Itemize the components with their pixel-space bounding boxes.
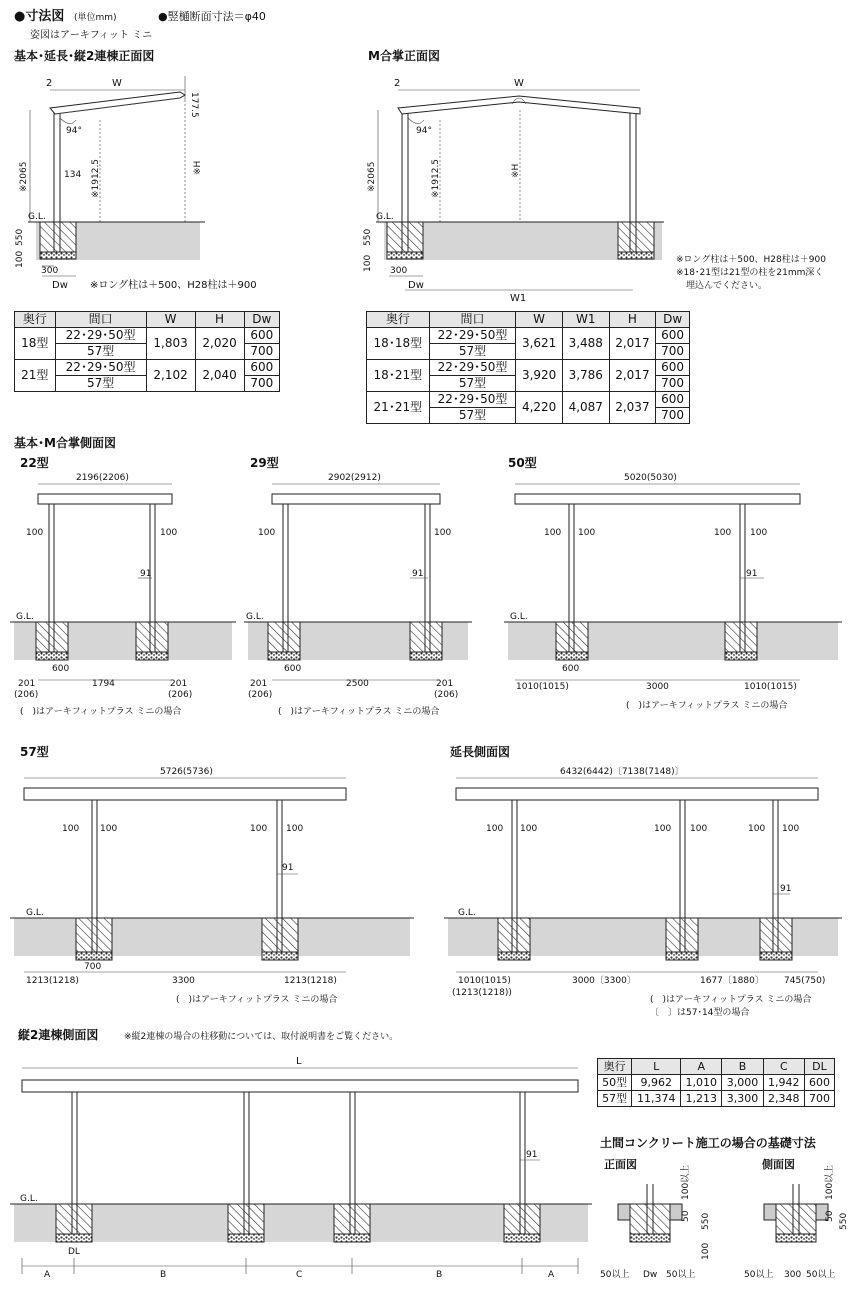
header-unit: (単位mm) [74, 13, 117, 23]
gravel [498, 952, 530, 960]
side-29-base: 600 [284, 664, 302, 674]
foundation [630, 1204, 670, 1234]
cell-dw: 600 [656, 328, 690, 344]
side-29-total: 2902(2912) [328, 473, 381, 483]
dim-dw: Dw [408, 280, 424, 291]
gravel [630, 1234, 670, 1242]
side-22-total: 2196(2206) [76, 473, 129, 483]
conc-f-550: 550 [701, 1212, 711, 1230]
gravel [36, 652, 68, 660]
side-50-drawing [504, 455, 842, 711]
side-22-span: 1794 [92, 679, 115, 689]
tandem-C: C [296, 1270, 303, 1280]
gl-label: G.L. [458, 908, 476, 918]
cell-depth: 18･21型 [367, 360, 430, 392]
gravel [776, 1234, 816, 1242]
th-depth: 奥行 [15, 312, 56, 328]
cell: 1,010 [681, 1075, 722, 1091]
conc-s-300: 300 [784, 1270, 802, 1280]
dim-h19125: ※1912.5 [431, 158, 441, 198]
conc-f-50: 50 [681, 1210, 691, 1222]
front-basic-note: ※ロング柱は＋500、H28柱は＋900 [90, 280, 257, 291]
side-50-span: 3000 [646, 682, 669, 692]
side-22-d100-right: 100 [160, 528, 178, 538]
dim-offset: 2 [46, 78, 53, 89]
roof [272, 494, 440, 504]
tandem-dl: DL [68, 1247, 80, 1257]
th-w: W [146, 312, 195, 328]
cell-dw: 700 [244, 344, 279, 360]
ext-side-total: 6432(6442)〔7138(7148)〕 [560, 767, 684, 777]
side-57-base: 700 [84, 962, 102, 972]
side-57-span: 3300 [172, 976, 195, 986]
side-22-d100-left: 100 [26, 528, 44, 538]
dim-h19125: ※1912.5 [91, 158, 101, 198]
cell-h: 2,017 [609, 328, 656, 360]
side-29-d100-left: 100 [258, 528, 276, 538]
foundation [410, 622, 442, 652]
side-29-left2: (206) [248, 690, 273, 700]
foundation [56, 1204, 92, 1234]
foundation [760, 918, 792, 952]
side-50-d91: 91 [746, 569, 758, 579]
side-22-d91: 91 [140, 569, 152, 579]
cell-depth: 18･18型 [367, 328, 430, 360]
ext-d100-2: 100 [520, 824, 538, 834]
cell-width-type: 57型 [55, 344, 146, 360]
side-50-total: 5020(5030) [624, 473, 677, 483]
ground [14, 918, 410, 956]
foundation [40, 222, 76, 252]
tandem-B1: B [160, 1270, 167, 1280]
dim-h177: 177.5 [189, 92, 199, 118]
concrete-title: 土間コンクリート施工の場合の基礎寸法 [600, 1136, 816, 1150]
front-m-drawing [363, 48, 826, 304]
th-width-type: 間口 [429, 312, 516, 328]
cell-w1: 3,488 [562, 328, 609, 360]
dim-h100: 100 [363, 254, 373, 272]
side-50-label: 50型 [508, 456, 537, 470]
cell-dw: 600 [656, 392, 690, 408]
th-DL: DL [804, 1059, 834, 1075]
concrete-front: 正面図 [604, 1158, 637, 1171]
cell: 57型 [598, 1091, 632, 1107]
cell: 600 [804, 1075, 834, 1091]
dim-h550: 550 [363, 228, 373, 246]
conc-s-50up-r: 50以上 [806, 1270, 836, 1280]
dim-angle: 94° [416, 126, 432, 136]
side-29-label: 29型 [250, 456, 279, 470]
ext-d4: 745(750) [784, 976, 826, 986]
cell-w: 3,621 [516, 328, 563, 360]
side-22-left: 201 [18, 679, 36, 689]
side-57-d100-left: 100 [62, 824, 80, 834]
th-dw: Dw [656, 312, 690, 328]
cell-depth: 21･21型 [367, 392, 430, 424]
gravel [725, 652, 757, 660]
cell-dw: 600 [656, 360, 690, 376]
cell-w: 4,220 [516, 392, 563, 424]
cell-width-type: 57型 [429, 376, 516, 392]
gravel [556, 652, 588, 660]
side-29-d91: 91 [412, 569, 424, 579]
dim-w: W [514, 78, 524, 89]
concrete-drawing [600, 1135, 849, 1280]
foundation [36, 622, 68, 652]
cell-w1: 3,786 [562, 360, 609, 392]
gl-label: G.L. [26, 908, 44, 918]
cell-dw: 600 [244, 328, 279, 344]
foundation [228, 1204, 264, 1234]
ext-d100-5: 100 [748, 824, 766, 834]
front-m-note-2: ※18･21型は21型の柱を21mm深く [676, 268, 824, 278]
cell-w: 1,803 [146, 328, 195, 360]
side-note-3: ( )はアーキフィットプラス ミニの場合 [626, 701, 788, 711]
tandem-side-drawing [10, 1027, 592, 1280]
side-50-base: 600 [562, 664, 580, 674]
ext-d100-3: 100 [654, 824, 672, 834]
gl-label: G.L. [16, 612, 34, 622]
dim-w: W [112, 78, 122, 89]
gravel [76, 952, 112, 960]
dim-dw: Dw [52, 280, 68, 291]
cell: 1,213 [681, 1091, 722, 1107]
cell: 3,300 [722, 1091, 763, 1107]
tandem-A1: A [44, 1270, 51, 1280]
side-note-4: ( )はアーキフィットプラス ミニの場合 [176, 995, 338, 1005]
roof [38, 494, 172, 504]
cell-h: 2,037 [609, 392, 656, 424]
tandem-B2: B [436, 1270, 443, 1280]
dim-h134: 134 [64, 170, 82, 180]
conc-f-dw: Dw [643, 1270, 658, 1280]
cell: 700 [804, 1091, 834, 1107]
foundation [76, 918, 112, 952]
cell-width-type: 22･29･50型 [55, 328, 146, 344]
concrete-side: 側面図 [762, 1158, 795, 1171]
dim-h100: 100 [15, 250, 25, 268]
roof [50, 92, 185, 114]
side-50-left: 1010(1015) [516, 682, 569, 692]
dim-h550: 550 [15, 228, 25, 246]
th-h: H [195, 312, 244, 328]
th-C: C [763, 1059, 804, 1075]
th-depth: 奥行 [367, 312, 430, 328]
cell-width-type: 22･29･50型 [429, 360, 516, 376]
th-L: L [632, 1059, 681, 1075]
gravel [618, 252, 654, 259]
roof [24, 788, 346, 800]
tandem-L: L [296, 1056, 302, 1067]
dim-w1: W1 [510, 293, 527, 304]
ext-d100-1: 100 [486, 824, 504, 834]
ext-side-drawing [444, 744, 842, 1018]
cell: 3,000 [722, 1075, 763, 1091]
gravel [760, 952, 792, 960]
side-29-right2: (206) [434, 690, 459, 700]
cell-width-type: 57型 [429, 344, 516, 360]
gl-label: G.L. [20, 1194, 38, 1204]
dim-h2065: ※2065 [367, 161, 377, 192]
gravel [504, 1234, 540, 1242]
conc-s-100up: 100以上 [825, 1164, 835, 1200]
cell-width-type: 22･29･50型 [429, 328, 516, 344]
cell-width-type: 57型 [429, 408, 516, 424]
side-29-span: 2500 [346, 679, 369, 689]
angle-arc [60, 118, 76, 124]
dim-w300: 300 [41, 266, 59, 276]
side-57-label: 57型 [20, 745, 49, 759]
dim-angle: 94° [66, 126, 82, 136]
side-29-drawing [244, 455, 472, 717]
side-22-right: 201 [170, 679, 188, 689]
side-57-left: 1213(1218) [26, 976, 79, 986]
side-29-d100-right: 100 [434, 528, 452, 538]
dim-hH: ※H [193, 160, 203, 175]
conc-s-50: 50 [825, 1210, 835, 1222]
roof [456, 788, 818, 800]
ext-d100-4: 100 [690, 824, 708, 834]
side-22-base: 600 [52, 664, 70, 674]
tandem-d91: 91 [526, 1150, 538, 1160]
cell-width-type: 57型 [55, 376, 146, 392]
side-22-label: 22型 [20, 456, 49, 470]
tandem-note: ※縦2連棟の場合の柱移動については、取付説明書をご覧ください。 [124, 1032, 399, 1042]
gravel [387, 252, 423, 259]
foundation [666, 918, 698, 952]
angle-arc [408, 118, 424, 124]
conc-s-50up-l: 50以上 [744, 1270, 774, 1280]
header-title: ●寸法図 [14, 9, 65, 24]
cell-depth: 21型 [15, 360, 56, 392]
side-57-d100-left2: 100 [250, 824, 268, 834]
ext-note-2: 〔 〕は57･14型の場合 [650, 1008, 750, 1018]
side-note-2: ( )はアーキフィットプラス ミニの場合 [278, 707, 440, 717]
gravel [136, 652, 168, 660]
ext-side-title: 延長側面図 [450, 745, 511, 759]
side-50-d100-right: 100 [578, 528, 596, 538]
header-gutter: ●竪樋断面寸法＝φ40 [158, 10, 266, 23]
side-note-1: ( )はアーキフィットプラス ミニの場合 [20, 707, 182, 717]
conc-f-100: 100 [701, 1242, 711, 1260]
conc-f-50up-l: 50以上 [600, 1270, 630, 1280]
dim-w300: 300 [390, 266, 408, 276]
dim-hH: ※H [511, 163, 521, 178]
side-57-total: 5726(5736) [160, 767, 213, 777]
foundation [725, 622, 757, 652]
front-basic-drawing [14, 48, 257, 291]
ext-d100-6: 100 [782, 824, 800, 834]
ext-d2: 3000〔3300〕 [572, 976, 636, 986]
side-57-d100-right: 100 [100, 824, 118, 834]
side-29-right: 201 [436, 679, 454, 689]
side-22-drawing [10, 435, 236, 717]
header-note: 姿図はアーキフィット ミニ [30, 30, 153, 41]
foundation [268, 622, 300, 652]
side-22-right2: (206) [168, 690, 193, 700]
th-B: B [722, 1059, 763, 1075]
tandem-A2: A [548, 1270, 555, 1280]
cell-dw: 700 [656, 376, 690, 392]
gravel [666, 952, 698, 960]
foundation [498, 918, 530, 952]
th-width-type: 間口 [55, 312, 146, 328]
cell-depth: 18型 [15, 328, 56, 360]
cell-dw: 700 [244, 376, 279, 392]
gravel [228, 1234, 264, 1242]
gl-label: G.L. [28, 212, 46, 222]
foundation [262, 918, 298, 952]
foundation [136, 622, 168, 652]
dim-offset: 2 [394, 78, 401, 89]
th-A: A [681, 1059, 722, 1075]
ext-d3: 1677〔1880〕 [700, 976, 764, 986]
cell: 11,374 [632, 1091, 681, 1107]
th-w1: W1 [562, 312, 609, 328]
foundation [387, 222, 423, 252]
side-50-d100-left2: 100 [714, 528, 732, 538]
side-50-right: 1010(1015) [744, 682, 797, 692]
ext-d91: 91 [780, 884, 792, 894]
spec-table-m [366, 311, 690, 424]
gl-label: G.L. [376, 212, 394, 222]
cell-w: 3,920 [516, 360, 563, 392]
cell: 1,942 [763, 1075, 804, 1091]
cell-dw: 700 [656, 344, 690, 360]
foundation [556, 622, 588, 652]
cell-h: 2,017 [609, 360, 656, 392]
front-m-note-3: 埋込んでください。 [686, 281, 768, 291]
ground [14, 1204, 588, 1242]
gravel [334, 1234, 370, 1242]
conc-s-550: 550 [839, 1212, 849, 1230]
gravel [40, 252, 76, 259]
foundation [776, 1204, 816, 1234]
foundation [334, 1204, 370, 1234]
side-57-drawing [10, 744, 414, 1005]
front-m-note-1: ※ロング柱は＋500、H28柱は＋900 [676, 255, 826, 265]
th-h: H [609, 312, 656, 328]
spec-table-basic [14, 311, 280, 392]
cell: 2,348 [763, 1091, 804, 1107]
side-57-d91: 91 [282, 863, 294, 873]
cell-h: 2,020 [195, 328, 244, 360]
roof [22, 1080, 578, 1092]
spec-table-tandem [597, 1058, 835, 1107]
ext-d1: 1010(1015) [458, 976, 511, 986]
conc-f-50up-r: 50以上 [666, 1270, 696, 1280]
cell-dw: 700 [656, 408, 690, 424]
gl-label: G.L. [510, 612, 528, 622]
gravel [410, 652, 442, 660]
front-m-title: M合掌正面図 [368, 49, 440, 63]
side-57-d100-right2: 100 [286, 824, 304, 834]
dim-h2065: ※2065 [19, 161, 29, 192]
cell-w1: 4,087 [562, 392, 609, 424]
th-depth: 奥行 [598, 1059, 632, 1075]
cell-h: 2,040 [195, 360, 244, 392]
side-29-left: 201 [250, 679, 268, 689]
ext-note-1: ( )はアーキフィットプラス ミニの場合 [650, 995, 812, 1005]
cell: 50型 [598, 1075, 632, 1091]
ext-d1b: (1213(1218)) [452, 988, 512, 998]
front-basic-title: 基本･延長･縦2連棟正面図 [14, 49, 155, 63]
tandem-title: 縦2連棟側面図 [18, 1028, 99, 1042]
cell: 9,962 [632, 1075, 681, 1091]
cell-width-type: 22･29･50型 [55, 360, 146, 376]
th-dw: Dw [244, 312, 279, 328]
side-22-left2: (206) [14, 690, 39, 700]
side-50-d100-left: 100 [544, 528, 562, 538]
gravel [268, 652, 300, 660]
roof [515, 494, 800, 504]
cell-dw: 600 [244, 360, 279, 376]
conc-f-100up: 100以上 [681, 1164, 691, 1200]
roof [398, 96, 640, 114]
side-50-d100-right2: 100 [750, 528, 768, 538]
th-w: W [516, 312, 563, 328]
gl-label: G.L. [246, 612, 264, 622]
gravel [262, 952, 298, 960]
foundation [504, 1204, 540, 1234]
side-57-right: 1213(1218) [284, 976, 337, 986]
cell-w: 2,102 [146, 360, 195, 392]
cell-width-type: 22･29･50型 [429, 392, 516, 408]
gravel [56, 1234, 92, 1242]
side-title: 基本･M合掌側面図 [14, 436, 116, 450]
